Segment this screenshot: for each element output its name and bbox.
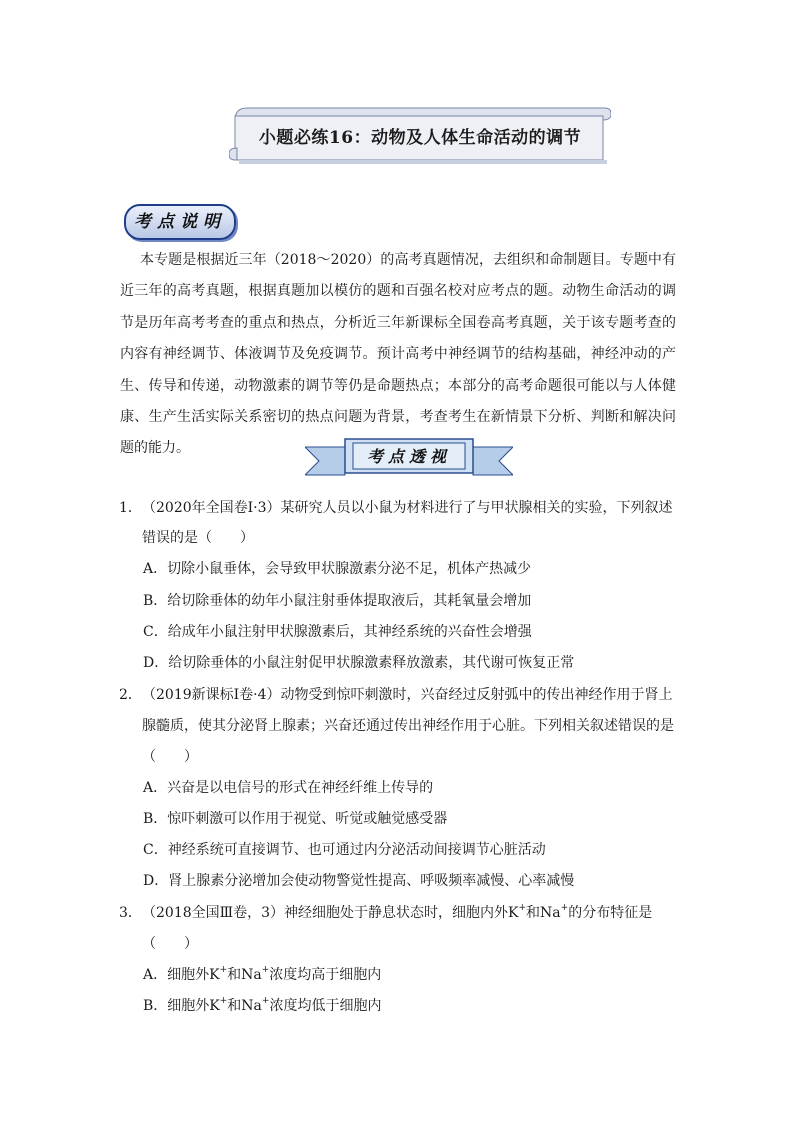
- stem-text: （2018全国Ⅲ卷，3）神经细胞处于静息状态时，细胞内外K: [142, 905, 519, 921]
- section-badge-kaodian-shuoming: [124, 204, 236, 240]
- superscript-plus: +: [261, 996, 270, 1007]
- option-d: D．肾上腺素分泌增加会使动物警觉性提高、呼吸频率减慢、心率减慢: [143, 873, 575, 889]
- option-text: 和Na: [227, 998, 262, 1014]
- option-text: B．细胞外K: [143, 998, 220, 1014]
- section-ribbon-label: 考点透视: [366, 447, 451, 466]
- option-text: A．细胞外K: [143, 967, 220, 983]
- question-stem-line: （ ）: [142, 749, 198, 765]
- option-b: [143, 996, 381, 1016]
- superscript-plus: +: [219, 965, 228, 976]
- option-text: 和Na: [227, 967, 262, 983]
- option-a: [143, 965, 381, 985]
- question-stem-line: （2020年全国卷Ⅰ·3）某研究人员以小鼠为材料进行了与甲状腺相关的实验，下列叙述: [142, 500, 673, 516]
- option-text: 浓度均低于细胞内: [269, 998, 382, 1014]
- superscript-plus: +: [560, 903, 569, 914]
- question-stem-line: （2019新课标Ⅰ卷·4）动物受到惊吓刺激时，兴奋经过反射弧中的传出神经作用于肾上: [142, 687, 673, 703]
- question-number: 3．: [119, 905, 142, 921]
- section-badge-label: 考点说明: [134, 212, 226, 232]
- section-ribbon: [305, 437, 513, 479]
- question-stem-line: 错误的是（ ）: [142, 530, 254, 546]
- option-c: C．神经系统可直接调节、也可通过内分泌活动间接调节心脏活动: [143, 842, 546, 858]
- option-b: B．惊吓刺激可以作用于视觉、听觉或触觉感受器: [143, 811, 448, 827]
- superscript-plus: +: [518, 903, 527, 914]
- intro-paragraph: [120, 245, 676, 465]
- option-a: A．切除小鼠垂体，会导致甲状腺激素分泌不足，机体产热减少: [143, 561, 532, 577]
- intro-text: 本专题是根据近三年（2018～2020）的高考真题情况，去组织和命制题目。专题中有近三年的高考真题，根据真题加以模仿的题和百强名校对应考点的题。动物生命活动的调节是历年高考考查的重点和热点，分析近三年新课标全国卷高考真题，关于该专题考查的内容有神经调节、体液调节及免疫调节。预计高考中神经调节的结构基础，神经冲动的产生、传导和传递，动物激素的调节等仍是命题热点；本部分的高考命题很可能以与人体健康、生产生活实际关系密切的热点问题为背景，考查考生在新情景下分析、判断和解决问题的能力。: [120, 252, 676, 457]
- question-number: 1．: [119, 500, 142, 516]
- stem-text: 的分布特征是: [568, 905, 653, 921]
- superscript-plus: +: [219, 996, 228, 1007]
- question-stem-line: 腺髓质，使其分泌肾上腺素；兴奋还通过传出神经作用于心脏。下列相关叙述错误的是: [142, 718, 674, 734]
- superscript-plus: +: [261, 965, 270, 976]
- page-title: 小题必练16：动物及人体生命活动的调节: [258, 128, 582, 148]
- question-stem-line: （ ）: [142, 936, 198, 952]
- title-scroll-banner: [229, 106, 611, 166]
- question-number: 2．: [119, 687, 142, 703]
- option-text: 浓度均高于细胞内: [269, 967, 382, 983]
- option-b: B．给切除垂体的幼年小鼠注射垂体提取液后，其耗氧量会增加: [143, 593, 532, 609]
- question-stem-line: [142, 903, 652, 923]
- option-c: C．给成年小鼠注射甲状腺激素后，其神经系统的兴奋性会增强: [143, 624, 532, 640]
- stem-text: 和Na: [526, 905, 561, 921]
- option-a: A．兴奋是以电信号的形式在神经纤维上传导的: [143, 780, 434, 796]
- option-d: D．给切除垂体的小鼠注射促甲状腺激素释放激素，其代谢可恢复正常: [143, 655, 575, 671]
